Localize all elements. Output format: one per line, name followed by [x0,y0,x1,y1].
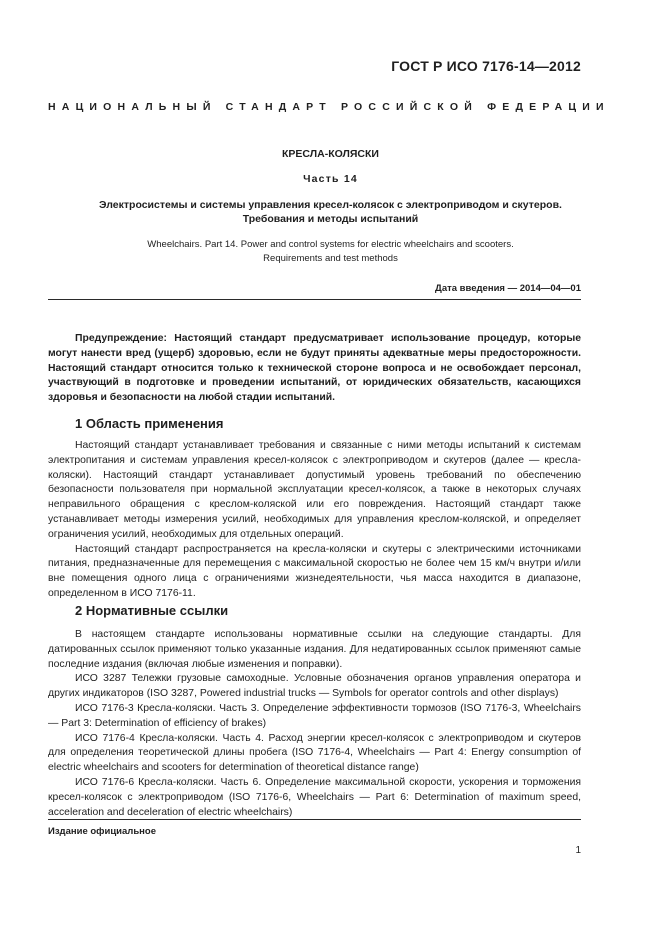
section-1-heading: 1 Область применения [75,416,224,431]
national-standard-banner: НАЦИОНАЛЬНЫЙ СТАНДАРТ РОССИЙСКОЙ ФЕДЕРАЦИИ [48,101,610,113]
edition-label: Издание официальное [48,826,156,837]
english-title [40,238,621,266]
reference-item: ИСО 7176-6 Кресла-коляски. Часть 6. Определение максимальной скорости, ускорения и торможения кресел-колясок с электроприводом (ISO 7176-6, Wheelchairs — Part 6: Determination of maximum speed, acceleration and deceleration of electric wheelchairs) [48,776,581,818]
document-code: ГОСТ Р ИСО 7176-14—2012 [391,58,581,74]
section-2-body [48,628,581,820]
section-1-paragraph: Настоящий стандарт распространяется на кресла-коляски и скутеры с электрическими источниками питания, предназначенные для перемещения с максимальной скоростью не более чем 15 км/ч внутри и/или вне помещения одного лица с ограничениями жизнедеятельности, чья масса находится в диапазоне, определенном в ИСО 7176-11. [48,543,581,599]
reference-item: ИСО 3287 Тележки грузовые самоходные. Условные обозначения органов управления оператора и других индикаторов (ISO 3287, Powered industrial trucks — Symbols for operator controls and other displays) [48,673,581,700]
divider-top [48,299,581,300]
warning-text: Предупреждение: Настоящий стандарт предусматривает использование процедур, которые могут нанести вред (ущерб) здоровью, если не будут приняты адекватные меры предосторожности. Настоящий стандарт относится только к технической стороне вопроса и не освобождает персонал, участвующий в подготовке и проведении испытаний, от юридических обязательств, касающихся здоровья и безопасности на любой стадии испытаний. [48,333,581,404]
warning-block [48,332,581,406]
reference-item: ИСО 7176-3 Кресла-коляски. Часть 3. Определение эффективности тормозов (ISO 7176-3, Wheelchairs — Part 3: Determination of efficiency of brakes) [48,702,581,729]
divider-bottom [48,819,581,820]
subtitle-line-1: Электросистемы и системы управления кресел-колясок с электроприводом и скутеров. [99,199,562,211]
english-title-line-2: Requirements and test methods [263,253,398,264]
section-2-paragraph: В настоящем стандарте использованы нормативные ссылки на следующие стандарты. Для датированных ссылок применяют только указанные издания. Для недатированных ссылок применяют самые последние издания (включая любые изменения и поправки). [48,629,581,670]
introduction-date: Дата введения — 2014—04—01 [435,283,581,294]
section-1-body [48,439,581,602]
page-number: 1 [575,845,581,856]
english-title-line-1: Wheelchairs. Part 14. Power and control systems for electric wheelchairs and scooters. [147,239,514,250]
document-part: Часть 14 [303,173,358,185]
section-2-heading: 2 Нормативные ссылки [75,603,229,618]
section-1-paragraph: Настоящий стандарт устанавливает требования и связанные с ними методы испытаний к системам электропитания и системам управления кресел-колясок с электроприводом и скутеров (далее — кресла-коляски). Настоящий стандарт устанавливает допустимый уровень требований по обеспечению безопасности пользователя при нормальной эксплуатации кресел-колясок, а также в некоторых случаях неправильного обращения с креслом-коляской или его повреждения. Настоящий стандарт также устанавливает методы измерения усилий, необходимых для управления креслом-коляской, и определяет ограничения усилий, необходимых для отдельных операций. [48,440,581,540]
document-subtitle [40,198,621,226]
subtitle-line-2: Требования и методы испытаний [242,213,419,225]
reference-item: ИСО 7176-4 Кресла-коляски. Часть 4. Расход энергии кресел-колясок с электроприводом и скутеров для определения теоретической длины пробега (ISO 7176-4, Wheelchairs — Part 4: Energy consumption of electric wheelchairs and scooters for determination of theoretical distance range) [48,732,581,774]
document-title: КРЕСЛА-КОЛЯСКИ [282,148,379,160]
